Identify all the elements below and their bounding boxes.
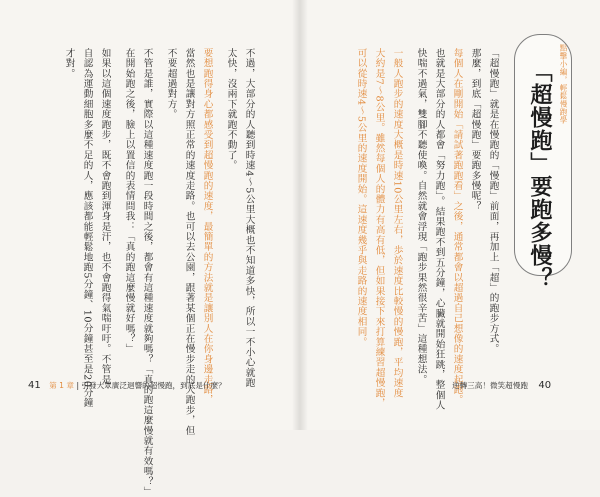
right-col-2: 那麼，到底「超慢跑」要跑多慢呢？ [469,48,481,212]
right-page-number: 40 [538,380,552,391]
left-col-8: 如果以這個速度跑步，既不會跑到渾身是汗，也不會跑得氣喘吁吁。不管是 [99,48,111,385]
right-col-3: 每個人在剛開始「請試著跑跑看」之後，通常都會以超過自己想像的速度起跑。 [451,48,463,405]
running-title: 引發大眾廣泛迴響的超慢跑，到底是什麼？ [81,381,226,390]
right-col-8: 可以從時速4～5公里的速度開始。這速度幾乎與走路的速度相同。 [355,48,367,348]
left-col-9: 自認為運動細胞多麼不足的人，應該都能輕鬆地跑5分鐘、10分鐘甚至是20分鐘 [81,48,93,408]
book-title: 逆轉三高！微笑超慢跑 [452,381,528,390]
left-col-3: 要想跑得身心都感受到超慢跑的速度，最簡單的方法就是讓別人在你身邊走路， [201,48,213,405]
right-col-4: 也就是大部分的人都會「努力跑」。結果跑不到五分鐘，心臟就開始狂跳，整個人 [433,48,445,411]
left-col-2: 太快，沒兩下就跑不動了。 [225,48,237,171]
left-col-5: 不要超過對方。 [165,48,177,120]
left-col-4: 當然也是讓對方照正常的速度走路。也可以去公園，跟著某個正在慢步走的人跑步，但 [183,48,195,436]
right-footer [452,380,551,391]
left-page-number: 41 [28,380,41,391]
chapter-label: 第 1 章 [49,381,75,390]
book-gutter [292,0,308,430]
right-col-1: 「超慢跑」就是在慢跑的「慢跑」前面，再加上「超」的跑步方式。 [487,48,499,354]
right-col-7: 大約是7～8公里。雖然每個人的體力有高有低，但如果接下來打算練習超慢跑， [373,48,385,409]
section-kicker: 點擊小編，輕鬆慢跑學 [559,44,568,124]
left-footer [28,380,226,391]
left-col-1: 不過，大部分的人聽到時速4～5公里大概也不知道多快，所以一不小心就跑 [243,48,255,388]
right-col-6: 一般人跑步的速度大概是時速10公里左右，歩於速度比較慢的慢跑，平均速度 [391,48,403,399]
left-col-7: 在開始跑之後，臉上以置信的表情問我：「真的跑這麼慢就好嗎？」 [123,48,135,354]
left-col-10: 才對。 [63,48,75,79]
section-heading: 「超慢跑」要跑多慢？ [527,60,552,290]
left-col-6: 不管是誰，實際以這種速度跑一段時間之後，都會有這種速度就夠嗎？「真的跑這麼慢就有效嗎？」 [141,48,153,497]
right-col-5: 快喘不過氣，雙腳不聽使喚。自然就會浮現「跑步果然很辛苦」這種想法。 [415,48,427,385]
footer-separator: | [76,381,82,390]
